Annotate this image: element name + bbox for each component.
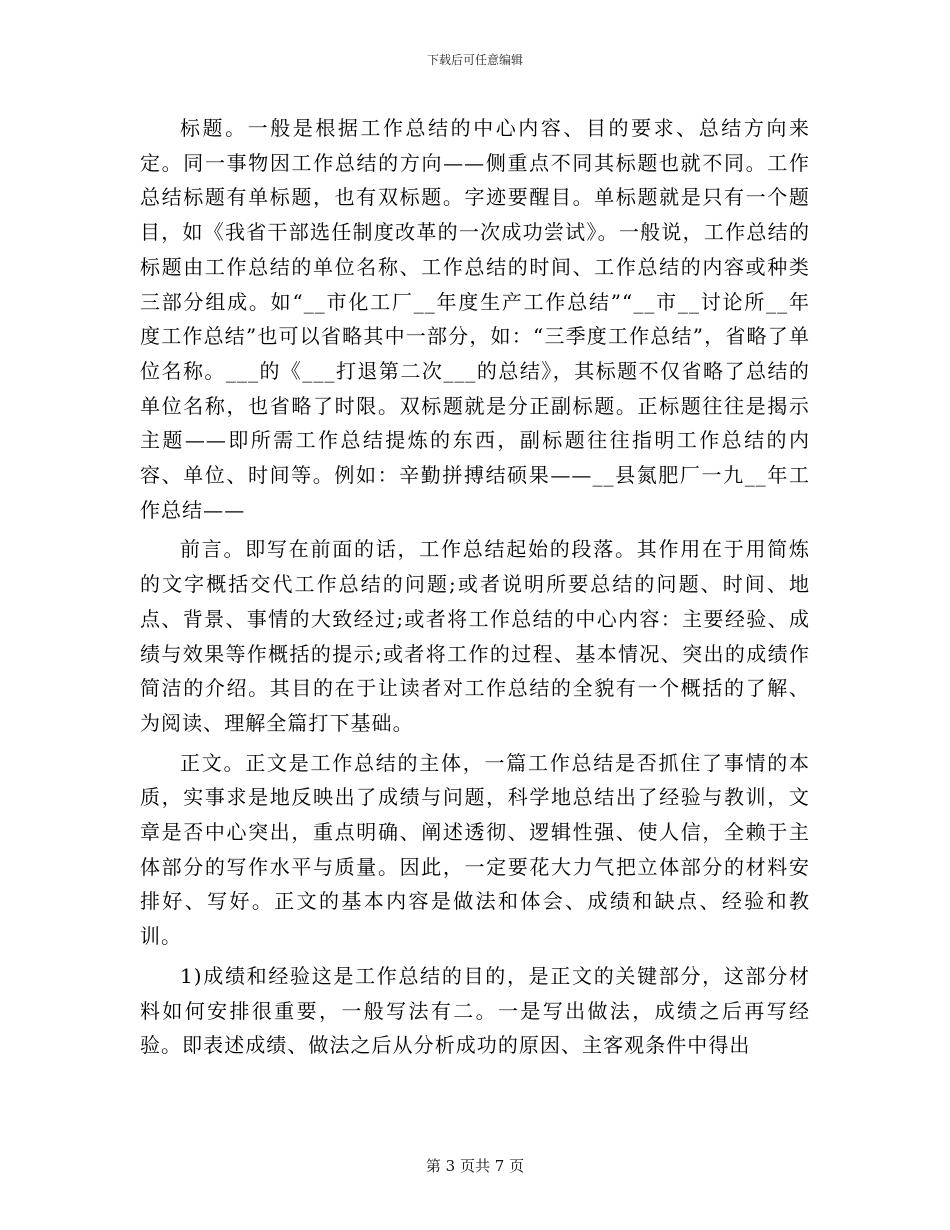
paragraph-main-text-section: 正文。正文是工作总结的主体，一篇工作总结是否抓住了事情的本质，实事求是地反映出了成绩与问题，科学地总结出了经验与教训，文章是否中心突出，重点明确、阐述透彻、逻辑性强、使人信，全赖于主体部分的写作水平与质量。因此，一定要花大力气把立体部分的材料安排好、写好。正文的基本内容是做法和体会、成绩和缺点、经验和教训。 [140,750,810,949]
paragraph-preface-section: 前言。即写在前面的话，工作总结起始的段落。其作用在于用简炼的文字概括交代工作总结的问题;或者说明所要总结的问题、时间、地点、背景、事情的大致经过;或者将工作总结的中心内容：主要经验、成绩与效果等作概括的提示;或者将工作的过程、基本情况、突出的成绩作简洁的介绍。其目的在于让读者对工作总结的全貌有一个概括的了解、为阅读、理解全篇打下基础。 [140,537,810,735]
paragraph-achievements-experience: 1)成绩和经验这是工作总结的目的，是正文的关键部分，这部分材料如何安排很重要，一般写法有二。一是写出做法，成绩之后再写经验。即表述成绩、做法之后从分析成功的原因、主客观条件中得出 [140,963,810,1058]
paragraph-title-section: 标题。一般是根据工作总结的中心内容、目的要求、总结方向来定。同一事物因工作总结的方向——侧重点不同其标题也就不同。工作总结标题有单标题，也有双标题。字迹要醒目。单标题就是只有一个题目，如《我省干部选任制度改革的一次成功尝试》。一般说，工作总结的标题由工作总结的单位名称、工作总结的时间、工作总结的内容或种类三部分组成。如“__市化工厂__年度生产工作总结”“__市__讨论所__年度工作总结”也可以省略其中一部分，如：“三季度工作总结”，省略了单位名称。___的《___打退第二次___的总结》，其标题不仅省略了总结的单位名称，也省略了时限。双标题就是分正副标题。正标题往往是揭示主题——即所需工作总结提炼的东西，副标题往往指明工作总结的内容、单位、时间等。例如：辛勤拼搏结硕果——__县氮肥厂一九__年工作总结—— [140,116,810,522]
page-footer: 第 3 页共 7 页 [425,1157,525,1175]
document-body [140,111,810,1068]
page-header: 下载后可任意编辑 [426,53,523,67]
